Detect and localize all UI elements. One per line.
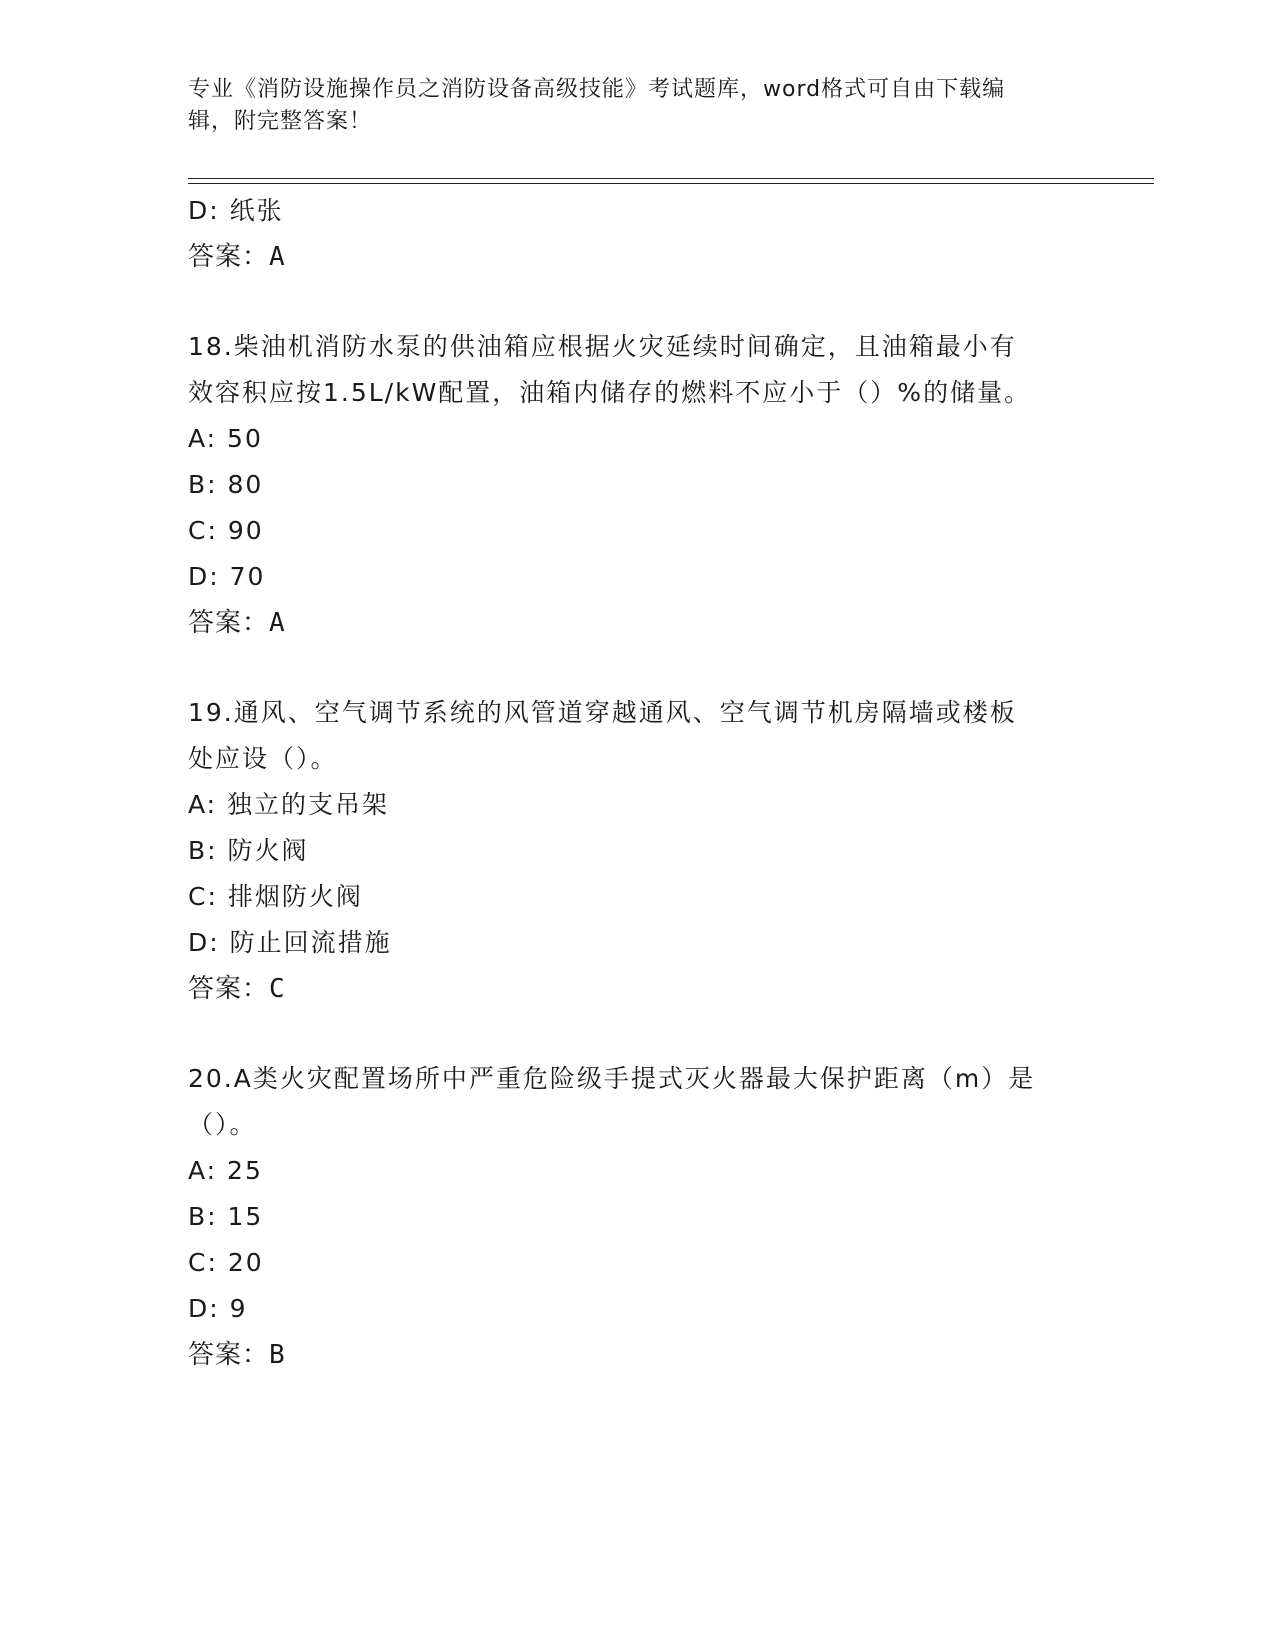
option-b: B: 防火阀: [188, 836, 309, 865]
question-stem-line-1: 18.柴油机消防水泵的供油箱应根据火灾延续时间确定，且油箱最小有: [188, 332, 1017, 361]
option-c: C: 90: [188, 516, 264, 545]
header-rule-bottom: [188, 183, 1154, 184]
answer-value: C: [269, 974, 286, 1004]
answer-label: 答案：: [188, 608, 270, 638]
option-a: A: 50: [188, 424, 263, 453]
option-d: D: 纸张: [188, 196, 284, 225]
answer-value: B: [269, 1340, 286, 1370]
header-line-2: 辑，附完整答案！: [188, 109, 373, 134]
question-20: [188, 1056, 1088, 1378]
question-stem-line-1: 20.A类火灾配置场所中严重危险级手提式灭火器最大保护距离（m）是: [188, 1064, 1036, 1093]
question-18: [188, 324, 1088, 646]
answer-label: 答案：: [188, 1340, 270, 1370]
answer-label: 答案：: [188, 242, 270, 272]
document-body: [188, 188, 1088, 1378]
option-c: C: 20: [188, 1248, 264, 1277]
option-a: A: 25: [188, 1156, 263, 1185]
option-d: D: 防止回流措施: [188, 928, 392, 957]
answer-value: A: [269, 608, 286, 638]
question-17-tail: [188, 188, 1088, 280]
answer-line: [188, 234, 1088, 280]
question-stem-line-2: 处应设（）。: [188, 744, 338, 773]
document-header: [188, 74, 1088, 138]
option-a: A: 独立的支吊架: [188, 790, 390, 819]
answer-line: [188, 1332, 1088, 1378]
answer-value: A: [269, 242, 286, 272]
spacer: [188, 1012, 1088, 1056]
option-d: D: 70: [188, 562, 266, 591]
question-19: [188, 690, 1088, 1012]
question-stem-line-2: （）。: [188, 1110, 257, 1139]
question-stem-line-2: 效容积应按1.5L/kW配置，油箱内储存的燃料不应小于（）%的储量。: [188, 378, 1032, 407]
answer-line: [188, 966, 1088, 1012]
question-stem: [188, 1056, 1088, 1148]
header-rule-top: [188, 178, 1154, 179]
header-line-1: 专业《消防设施操作员之消防设备高级技能》考试题库，word格式可自由下载编: [188, 77, 1006, 102]
answer-line: [188, 600, 1088, 646]
question-stem-line-1: 19.通风、空气调节系统的风管道穿越通风、空气调节机房隔墙或楼板: [188, 698, 1017, 727]
answer-label: 答案：: [188, 974, 270, 1004]
question-stem: [188, 324, 1088, 416]
spacer: [188, 646, 1088, 690]
option-b: B: 15: [188, 1202, 264, 1231]
question-stem: [188, 690, 1088, 782]
option-c: C: 排烟防火阀: [188, 882, 363, 911]
option-d: D: 9: [188, 1294, 248, 1323]
option-b: B: 80: [188, 470, 264, 499]
spacer: [188, 280, 1088, 324]
